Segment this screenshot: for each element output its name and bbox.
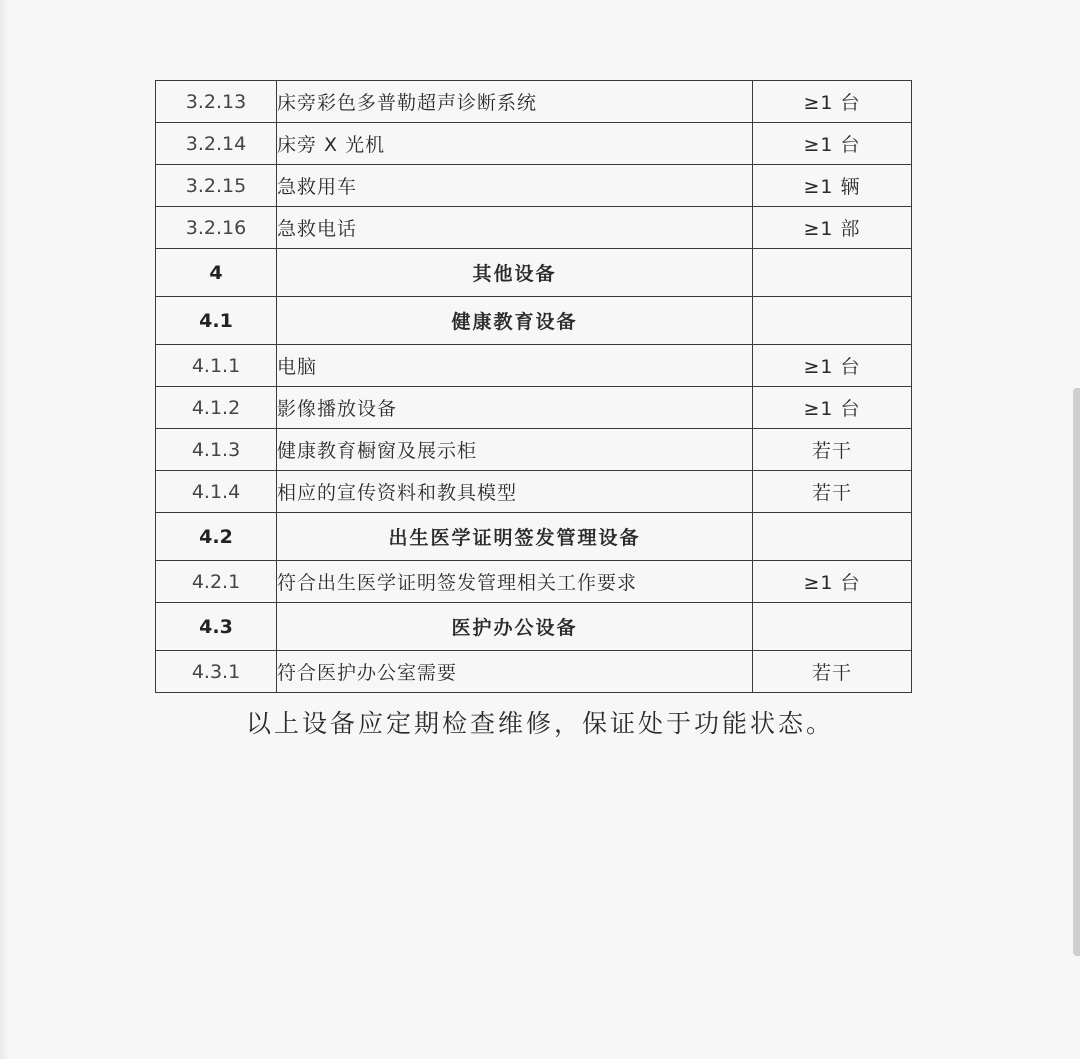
item-number-cell: 4.1.4 [156,471,277,513]
item-number-cell: 3.2.16 [156,207,277,249]
item-quantity-cell: ≥1 台 [753,561,912,603]
item-name-cell: 健康教育橱窗及展示柜 [277,429,753,471]
item-name-cell: 健康教育设备 [277,297,753,345]
table-row [156,207,912,249]
page-edge [0,0,8,1059]
item-number-cell: 3.2.14 [156,123,277,165]
table-row [156,429,912,471]
item-name-cell: 其他设备 [277,249,753,297]
item-number-cell: 4.1 [156,297,277,345]
equipment-table-body [156,81,912,693]
section-heading-row [156,513,912,561]
table-row [156,561,912,603]
item-name-cell: 医护办公设备 [277,603,753,651]
table-row [156,651,912,693]
item-number-cell: 3.2.13 [156,81,277,123]
section-heading-row [156,249,912,297]
item-quantity-cell: ≥1 台 [753,345,912,387]
item-name-cell: 相应的宣传资料和教具模型 [277,471,753,513]
item-name-cell: 电脑 [277,345,753,387]
item-quantity-cell: 若干 [753,429,912,471]
item-number-cell: 4.2 [156,513,277,561]
item-name-cell: 符合医护办公室需要 [277,651,753,693]
table-row [156,81,912,123]
maintenance-note: 以上设备应定期检查维修，保证处于功能状态。 [245,709,834,738]
table-row [156,165,912,207]
equipment-table [155,80,912,693]
item-number-cell: 4.3.1 [156,651,277,693]
item-quantity-cell [753,297,912,345]
item-name-cell: 床旁彩色多普勒超声诊断系统 [277,81,753,123]
item-quantity-cell [753,603,912,651]
item-name-cell: 出生医学证明签发管理设备 [277,513,753,561]
item-number-cell: 4.1.3 [156,429,277,471]
item-quantity-cell: ≥1 辆 [753,165,912,207]
table-row [156,471,912,513]
item-quantity-cell: ≥1 台 [753,387,912,429]
scrollbar-handle[interactable] [1073,388,1080,956]
item-number-cell: 3.2.15 [156,165,277,207]
item-quantity-cell: 若干 [753,651,912,693]
table-row [156,123,912,165]
item-name-cell: 床旁 X 光机 [277,123,753,165]
item-number-cell: 4.1.2 [156,387,277,429]
item-quantity-cell: ≥1 台 [753,123,912,165]
item-number-cell: 4 [156,249,277,297]
item-name-cell: 急救电话 [277,207,753,249]
item-number-cell: 4.2.1 [156,561,277,603]
section-heading-row [156,603,912,651]
item-name-cell: 急救用车 [277,165,753,207]
item-number-cell: 4.3 [156,603,277,651]
item-name-cell: 符合出生医学证明签发管理相关工作要求 [277,561,753,603]
table-row [156,387,912,429]
item-quantity-cell [753,249,912,297]
table-row [156,345,912,387]
item-quantity-cell: ≥1 部 [753,207,912,249]
item-quantity-cell: ≥1 台 [753,81,912,123]
item-name-cell: 影像播放设备 [277,387,753,429]
section-heading-row [156,297,912,345]
item-quantity-cell: 若干 [753,471,912,513]
item-quantity-cell [753,513,912,561]
item-number-cell: 4.1.1 [156,345,277,387]
